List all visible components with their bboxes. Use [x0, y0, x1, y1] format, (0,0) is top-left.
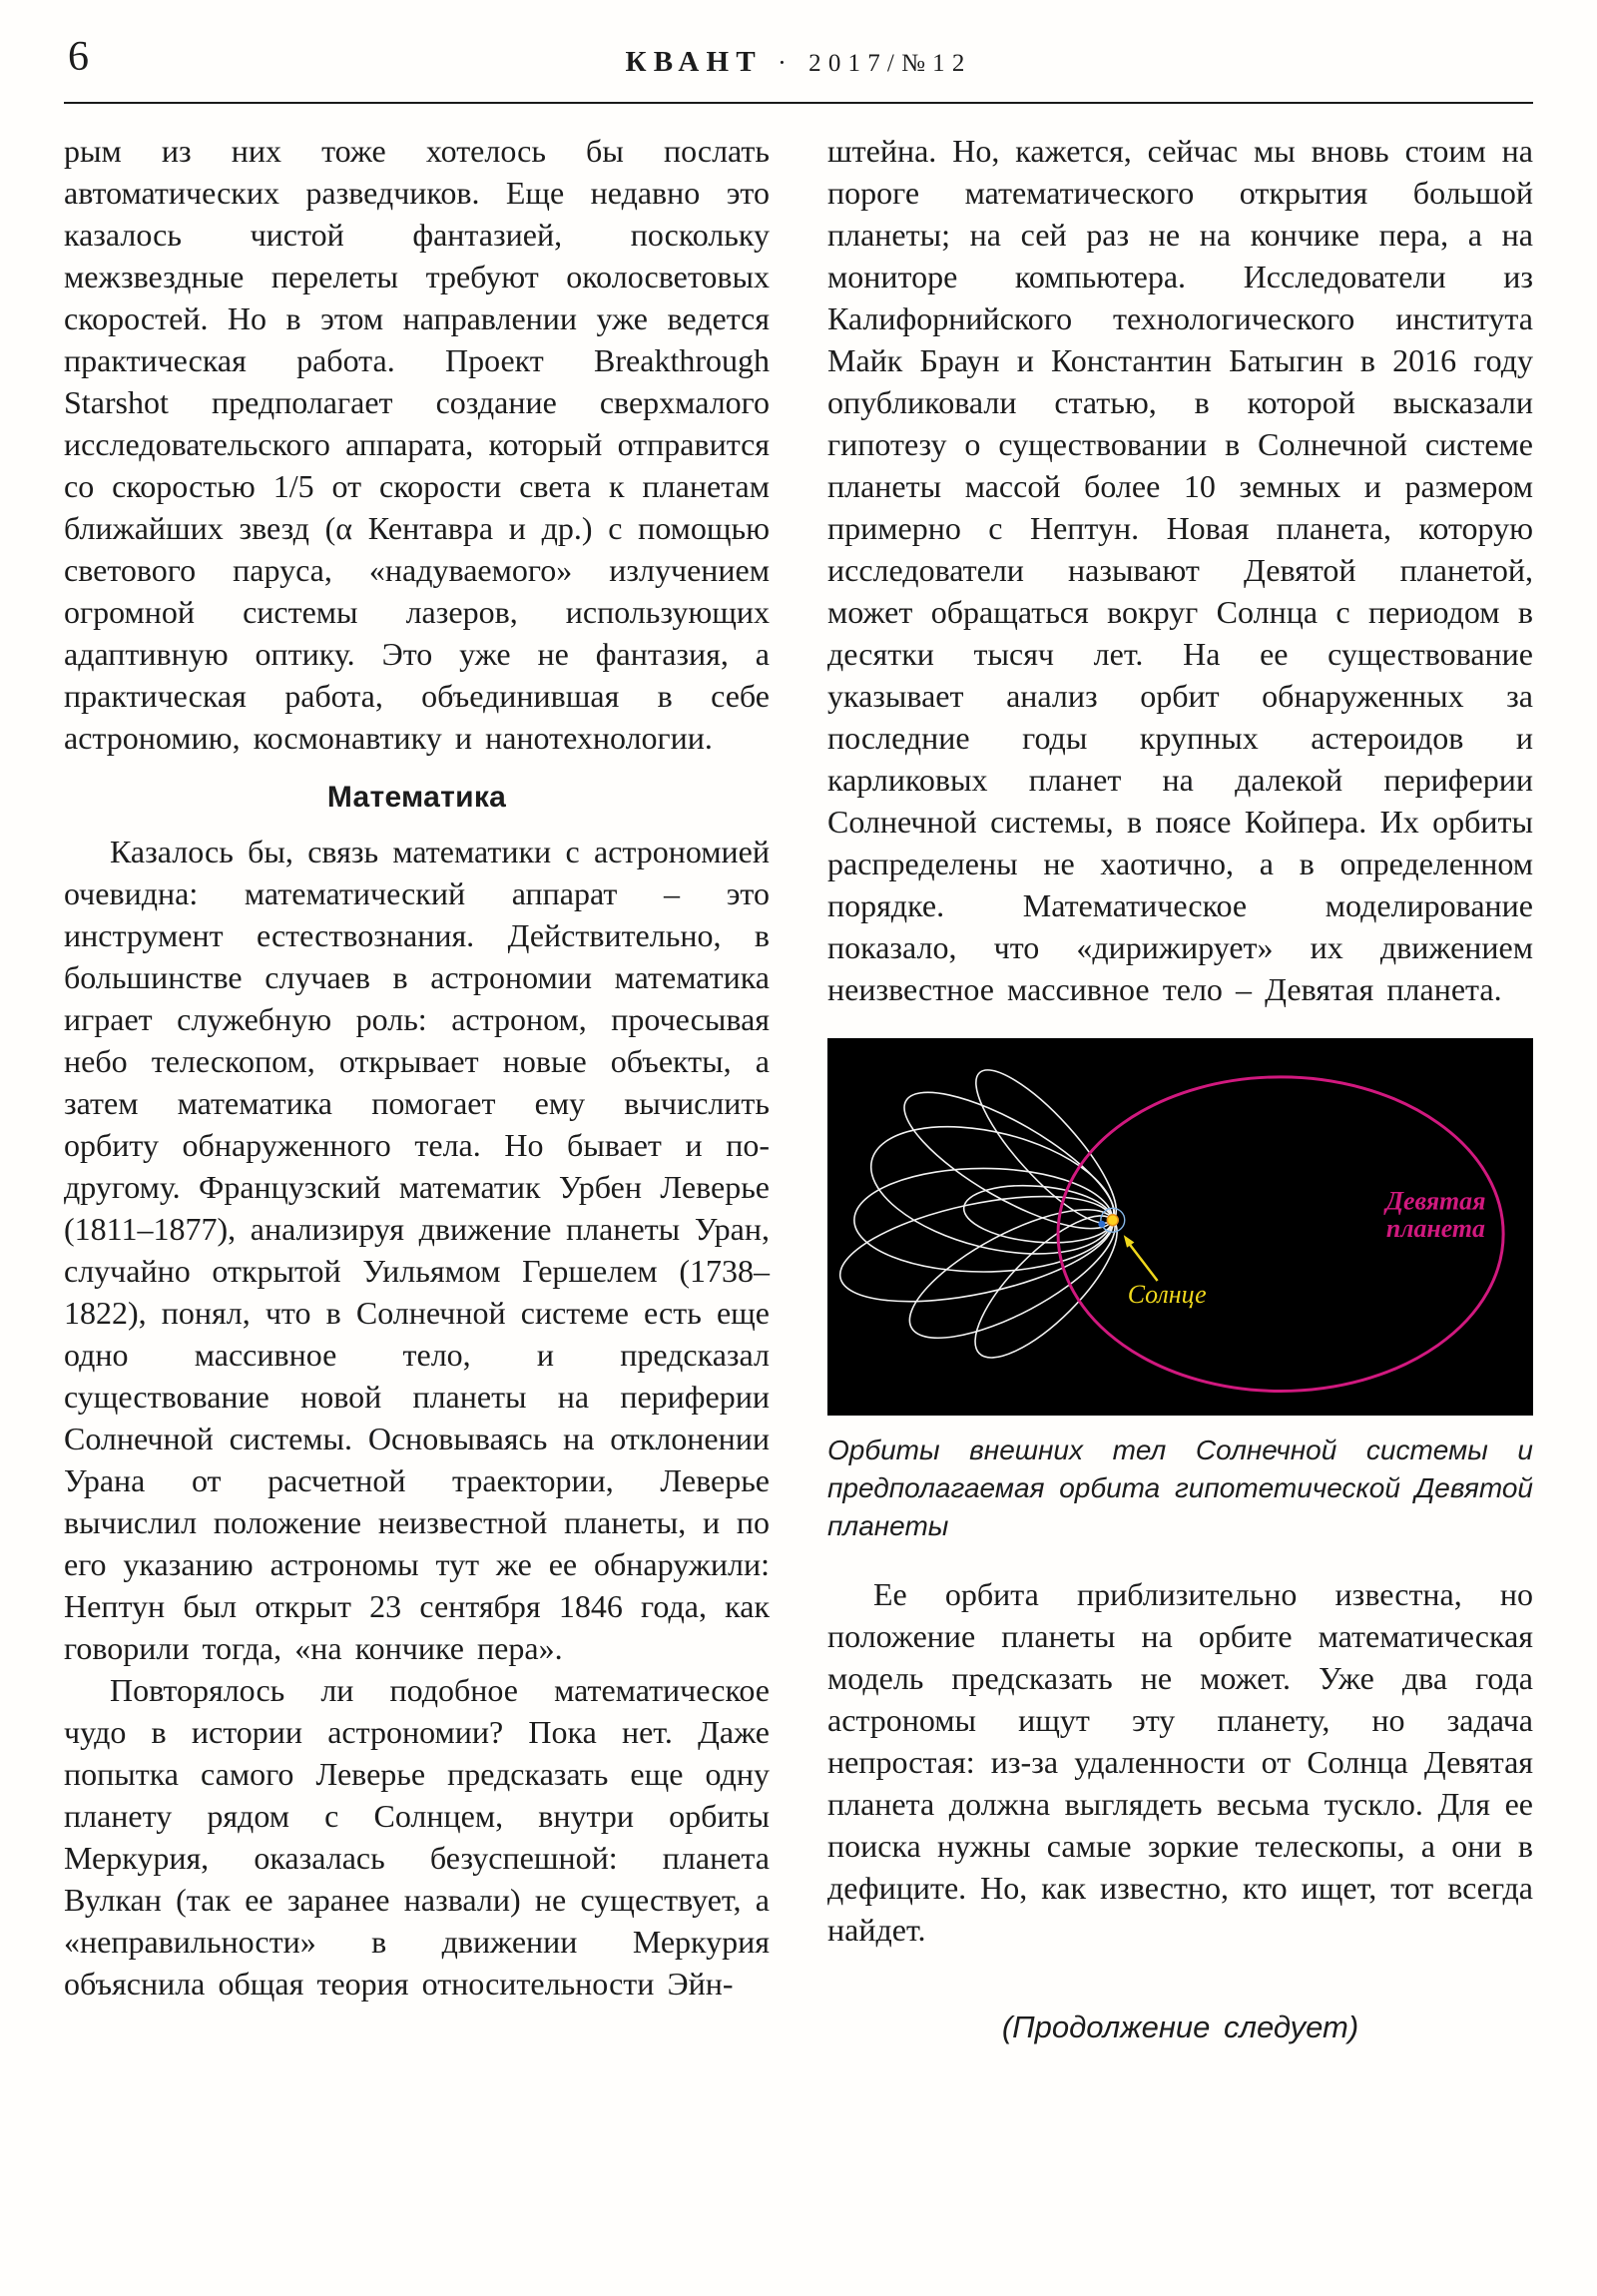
journal-title: КВАНТ: [625, 46, 763, 78]
page-number: 6: [68, 34, 89, 80]
header-separator: ·: [778, 48, 794, 77]
neptune-dot: [1098, 1221, 1105, 1228]
right-column: [827, 130, 1533, 2048]
paragraph: Ее орбита приблизительно известна, но положение планеты на орбите математическая модель предсказать не может. Уже два года астрономы ищут эту планету, но задача непростая: из-за удаленности от Солнца Девятая планета должна выглядеть весьма тускло. Для ее поиска нужны самые зоркие телескопы, а они в дефиците. Но, как известно, кто ищет, тот всегда найдет.: [827, 1576, 1533, 1949]
page-header: [64, 34, 1533, 94]
figure-caption: Орбиты внешних тел Солнечной системы и предполагаемая орбита гипотетической Девятой планеты: [827, 1435, 1533, 1542]
sun-marker: [1107, 1215, 1118, 1226]
header-rule: [64, 102, 1533, 104]
paragraph: Казалось бы, связь математики с астрономией очевидна: математический аппарат – это инструмент естествознания. Действительно, в большинстве случаев в астрономии математика играет служебную роль: астроном, прочесывая небо телескопом, открывает новые объекты, а затем математика помогает ему вычислить орбиту обнаруженного тела. Но бывает и по-другому. Французский математик Урбен Леверье (1811–1877), анализируя движение планеты Уран, случайно открытой Уильямом Гершелем (1738–1822), понял, что в Солнечной системе есть еще одно массивное тело, и предсказал существование новой планеты на периферии Солнечной системы. Основываясь на отклонении Урана от расчетной траектории, Леверье вычислил положение неизвестной планеты, и по его указанию астрономы тут же ее обнаружили: Нептун был открыт 23 сентября 1846 года, как говорили тогда, «на кончике пера».: [64, 834, 770, 1666]
orbits-figure: [827, 1038, 1533, 1416]
orbit-diagram: [827, 1038, 1533, 1416]
paragraph-continuation: рым из них тоже хотелось бы послать автоматических разведчиков. Еще недавно это казалось чистой фантазией, поскольку межзвездные перелеты требуют околосветовых скоростей. Но в этом направлении уже ведется практическая работа. Проект Breakthrough Starshot предполагает создание сверхмалого исследовательского аппарата, который отправится со скоростью 1/5 от скорости света к планетам ближайших звезд (α Кентавра и др.) с помощью светового паруса, «надуваемого» излучением огромной системы лазеров, использующих адаптивную оптику. Это уже не фантазия, а практическая работа, объединившая в себе астрономию, космонавтику и нанотехнологии.: [64, 133, 770, 756]
left-column: [64, 130, 770, 2048]
section-heading-mathematics: Математика: [326, 781, 507, 814]
to-be-continued-note: (Продолжение следует): [1001, 2009, 1359, 2045]
ninth-planet-label-line1: Девятая: [1385, 1186, 1486, 1216]
two-column-layout: [64, 130, 1533, 2048]
paragraph-continuation: штейна. Но, кажется, сейчас мы вновь стоим на пороге математического открытия большой планеты; на сей раз не на кончике пера, а на мониторе компьютера. Исследователи из Калифорнийского технологического института Майк Браун и Константин Батыгин в 2016 году опубликовали статью, в которой высказали гипотезу о существовании в Солнечной системе планеты массой более 10 земных и размером примерно с Нептун. Новая планета, которую исследователи называют Девятой планетой, может обращаться вокруг Солнца с периодом в десятки тысяч лет. На ее существование указывает анализ орбит обнаруженных за последние годы крупных астероидов и карликовых планет на далекой периферии Солнечной системы, в поясе Койпера. Их орбиты распределены не хаотично, а в определенном порядке. Математическое моделирование показало, что «дирижирует» их движением неизвестное массивное тело – Девятая планета.: [827, 133, 1533, 1007]
sun-label: Солнце: [1127, 1279, 1207, 1309]
paragraph: Повторялось ли подобное математическое чудо в истории астрономии? Пока нет. Даже попытка самого Леверье предсказать еще одну планету рядом с Солнцем, внутри орбиты Меркурия, оказалась безуспешной: планета Вулкан (так ее заранее назвали) не существует, а «неправильности» в движении Меркурия объяснила общая теория относительности Эйн-: [64, 1672, 770, 2002]
journal-header: [64, 46, 1533, 79]
ninth-planet-label-line2: планета: [1385, 1214, 1486, 1244]
issue-label: 2017/№12: [808, 50, 972, 77]
